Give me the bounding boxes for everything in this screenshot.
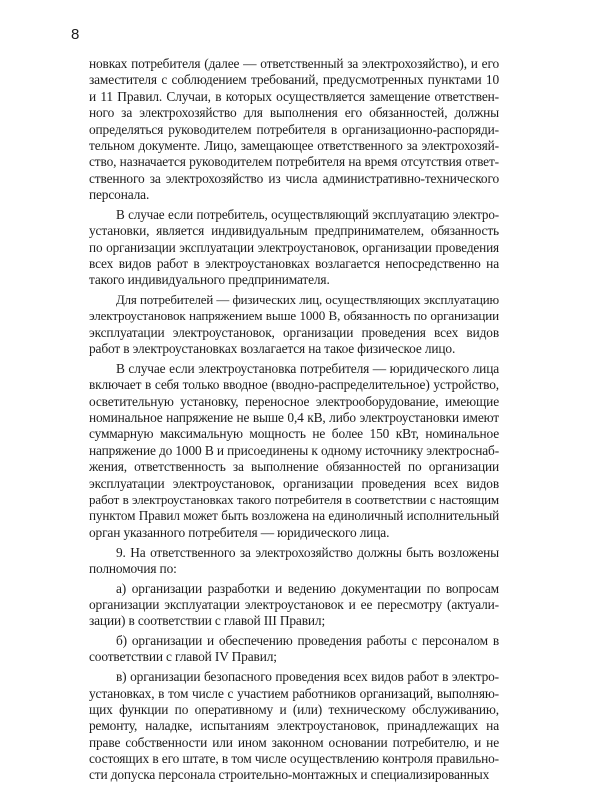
paragraph [89, 361, 499, 541]
text-line: тельном документе. Лицо, замещающее ответственного за электрохозяй- [89, 137, 499, 153]
text-line: 9. На ответственного за электрохозяйство должны быть возложены [116, 544, 499, 560]
text-line: электроустановок напряжением выше 1000 В, обязанность по организации [89, 308, 499, 324]
text-line: включает в себя только вводное (вводно-распределительное) устройство, [89, 377, 499, 393]
text-line: и 11 Правил. Случаи, в которых осуществляется замещение ответствен- [89, 88, 499, 104]
text-line: персонала. [89, 187, 150, 203]
text-line: суммарную максимальную мощность не более 150 кВт, номинальное [89, 426, 499, 442]
paragraph [89, 581, 499, 630]
text-line: новках потребителя (далее — ответственный за электрохозяйство), и его [89, 56, 499, 71]
paragraph [89, 633, 499, 666]
text-line: состоящих в его штате, в том числе осуществлению контроля правильно- [89, 751, 499, 767]
text-line: работ в электроустановках такого потребителя в соответствии с настоящим [89, 492, 499, 508]
text-line: номинальное напряжение не выше 0,4 кВ, либо электроустановки имеют [89, 410, 499, 426]
text-line: а) организации разработки и ведению документации по вопросам [116, 580, 499, 596]
text-line: ного за электрохозяйство для выполнения его обязанностей, должны [89, 105, 499, 121]
text-line: напряжение до 1000 В и присоединены к одному источнику электроснаб- [89, 442, 499, 458]
text-line: работ в электроустановках возлагается на такое физическое лицо. [89, 341, 456, 357]
text-line: ство, назначается руководителем потребителя на время отсутствия ответ- [89, 154, 499, 170]
paragraph [89, 56, 499, 204]
text-line: организации эксплуатации электроустановок и ее пересмотру (актуали- [89, 596, 499, 612]
text-line: щих функции по оперативному и (или) техническому обслуживанию, [89, 701, 499, 717]
text-line: орган указанного потребителя — юридического лица. [89, 524, 390, 540]
text-line: заместителя с соблюдением требований, предусмотренных пунктами 10 [89, 72, 499, 88]
text-line: в) организации безопасного проведения всех видов работ в электро- [116, 669, 499, 685]
text-line: определяться руководителем потребителя в организационно-распоряди- [89, 121, 499, 137]
paragraph [89, 292, 499, 358]
text-line: установки, является индивидуальным предпринимателем, обязанность [89, 223, 499, 239]
text-line: пунктом Правил может быть возложена на единоличный исполнительный [89, 508, 499, 524]
text-line: зации) в соответствии с главой III Правил; [89, 613, 326, 629]
paragraph [89, 545, 499, 578]
body-text [89, 56, 499, 787]
text-line: В случае если потребитель, осуществляющий эксплуатацию электро- [116, 206, 499, 222]
text-line: такого индивидуального предпринимателя. [89, 272, 330, 288]
text-line: ремонту, наладке, испытаниям электроустановок, принадлежащих на [89, 718, 499, 734]
text-line: эксплуатации электроустановок, организации проведения всех видов [89, 475, 499, 491]
page-number: 8 [71, 26, 80, 43]
text-line: эксплуатации электроустановок, организации проведения всех видов [89, 324, 499, 340]
text-line: ственного за электрохозяйство из числа административно-технического [89, 170, 499, 186]
text-line: полномочия по: [89, 560, 177, 576]
paragraph [89, 207, 499, 289]
text-line: сти допуска персонала строительно-монтажных и специализированных [89, 767, 490, 783]
text-line: всех видов работ в электроустановках возлагается непосредственно на [89, 255, 499, 271]
text-line: Для потребителей — физических лиц, осуществляющих эксплуатацию [116, 293, 499, 308]
text-line: осветительную установку, переносное электрооборудование, имеющие [89, 393, 499, 409]
text-line: соответствии с главой IV Правил; [89, 649, 277, 665]
text-line: жения, ответственность за выполнение обязанностей по организации [89, 459, 499, 475]
text-line: В случае если электроустановка потребителя — юридического лица [116, 360, 499, 376]
text-line: по организации эксплуатации электроустановок, организации проведения [89, 239, 499, 255]
text-line: праве собственности или ином законном основании потребителю, и не [89, 734, 499, 750]
paragraph [89, 669, 499, 784]
text-line: б) организации и обеспечению проведения работы с персоналом в [116, 633, 499, 649]
text-line: установках, в том числе с участием работников организаций, выполняю- [89, 685, 499, 701]
